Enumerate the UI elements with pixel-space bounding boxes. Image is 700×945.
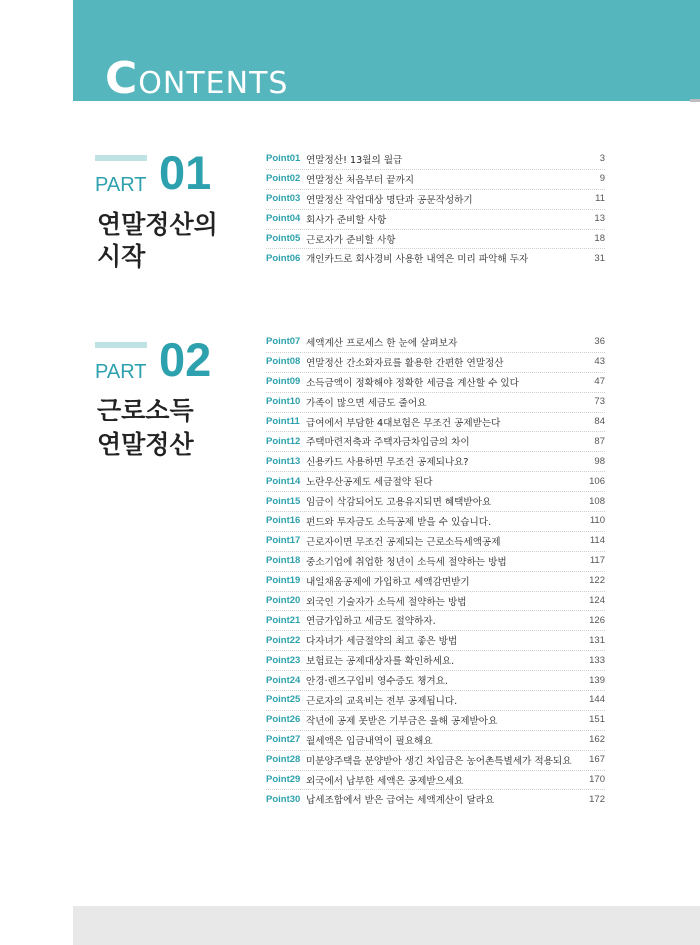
toc-entry[interactable] — [266, 789, 605, 809]
toc-entry-title: 안경·렌즈구입비 영수증도 챙겨요. — [306, 676, 448, 688]
toc-separator — [266, 750, 605, 751]
toc-entry[interactable] — [266, 610, 605, 630]
toc-page-number: 133 — [589, 654, 605, 666]
toc-entry[interactable] — [266, 431, 605, 451]
toc-page-number: 108 — [589, 495, 605, 507]
toc-page-number: 144 — [589, 694, 605, 706]
toc-separator — [266, 610, 605, 611]
toc-page-number: 126 — [589, 614, 605, 626]
toc-point-label: Point19 — [266, 575, 301, 587]
part-title-line: 근로소득 — [97, 396, 194, 425]
part-title — [97, 394, 194, 462]
part-label: PART — [95, 174, 147, 196]
toc-entry-title: 가족이 많으면 세금도 줄어요 — [306, 397, 427, 409]
toc-separator — [266, 209, 605, 210]
toc-page-number: 110 — [589, 515, 605, 527]
toc-separator — [266, 451, 605, 452]
toc-point-label: Point03 — [266, 193, 301, 205]
toc-separator — [266, 412, 605, 413]
part-title — [97, 209, 218, 273]
part-title-line: 연말정산의 — [97, 210, 218, 239]
toc-entry-title: 근로자의 교육비는 전부 공제됩니다. — [306, 695, 458, 707]
toc-point-label: Point05 — [266, 233, 301, 244]
toc-entry[interactable] — [266, 209, 605, 229]
part-title-line: 시작 — [97, 242, 146, 271]
part-number: 02 — [159, 333, 212, 386]
toc-point-label: Point24 — [266, 674, 301, 686]
toc-entry-title: 펀드와 투자금도 소득공제 받을 수 있습니다. — [306, 516, 492, 528]
toc-separator — [266, 372, 605, 373]
toc-entry-title: 소득금액이 정확해야 정확한 세금을 계산할 수 있다 — [306, 377, 519, 389]
toc-entry-title: 내일채움공제에 가입하고 세액감면받기 — [306, 576, 470, 588]
toc-entry-title: 연말정산 간소화자료를 활용한 간편한 연말정산 — [306, 357, 504, 369]
toc-page-number: 47 — [594, 376, 605, 388]
toc-point-label: Point30 — [266, 793, 301, 805]
toc-point-label: Point04 — [266, 213, 301, 225]
toc-entry-title: 연말정산! 13월의 월급 — [306, 154, 403, 166]
left-margin — [0, 0, 73, 945]
toc-page-number: 167 — [589, 754, 605, 766]
toc-page-number: 3 — [599, 153, 605, 165]
toc-page-number: 18 — [594, 233, 605, 244]
toc-separator — [266, 189, 605, 190]
toc-page-number: 11 — [595, 193, 605, 205]
toc-point-label: Point11 — [266, 416, 300, 427]
toc-separator — [266, 591, 605, 592]
toc-separator — [266, 169, 605, 170]
toc-point-label: Point12 — [266, 435, 301, 447]
part-label: PART — [95, 361, 147, 383]
toc-page-number: 117 — [589, 555, 605, 567]
toc-page-number: 84 — [594, 416, 605, 427]
toc-page-number: 124 — [589, 595, 605, 607]
toc-separator — [266, 650, 605, 651]
toc-entry-title: 주택마련저축과 주택자금차입금의 차이 — [306, 437, 470, 449]
toc-separator — [266, 352, 605, 353]
toc-separator — [266, 471, 605, 472]
part-accent-bar — [95, 155, 147, 161]
toc-page-number: 106 — [589, 475, 605, 487]
toc-page-number: 139 — [589, 674, 605, 686]
part-02-toc — [266, 332, 605, 809]
page-title — [105, 53, 289, 104]
toc-entry[interactable] — [266, 710, 605, 730]
toc-point-label: Point27 — [266, 734, 301, 746]
toc-point-label: Point22 — [266, 634, 301, 646]
toc-entry[interactable] — [266, 189, 605, 209]
toc-entry[interactable] — [266, 412, 605, 432]
toc-entry-title: 작년에 공제 못받은 기부금은 올해 공제받아요 — [306, 715, 498, 727]
toc-point-label: Point20 — [266, 595, 301, 607]
toc-separator — [266, 690, 605, 691]
toc-entry-title: 연금가입하고 세금도 절약하자. — [306, 616, 436, 628]
toc-point-label: Point25 — [266, 694, 301, 706]
toc-separator — [266, 710, 605, 711]
toc-entry[interactable] — [266, 149, 605, 169]
part-title-line: 연말정산 — [97, 430, 194, 459]
toc-entry[interactable] — [266, 551, 605, 571]
toc-point-label: Point09 — [266, 376, 301, 388]
toc-page-number: 170 — [589, 774, 605, 786]
toc-page-number: 13 — [594, 213, 605, 225]
toc-entry-title: 연말정산 작업대상 명단과 공문작성하기 — [306, 194, 473, 206]
toc-page-number: 43 — [594, 356, 605, 368]
toc-page-number: 172 — [589, 793, 605, 805]
toc-point-label: Point16 — [266, 515, 301, 527]
toc-separator — [266, 511, 605, 512]
toc-separator — [266, 229, 605, 230]
toc-point-label: Point13 — [266, 455, 301, 467]
toc-entry[interactable] — [266, 372, 605, 392]
toc-entry-title: 연말정산 처음부터 끝까지 — [306, 174, 415, 186]
toc-point-label: Point07 — [266, 336, 301, 348]
toc-entry-title: 외국에서 납부한 세액은 공제받으세요 — [306, 775, 464, 787]
part-number: 01 — [159, 146, 212, 199]
toc-separator — [266, 551, 605, 552]
part-accent-bar — [95, 342, 147, 348]
toc-separator — [266, 431, 605, 432]
toc-page-number: 122 — [589, 575, 605, 587]
toc-entry-title: 세액계산 프로세스 한 눈에 살펴보자 — [306, 337, 458, 349]
part-01-toc — [266, 149, 605, 268]
toc-entry[interactable] — [266, 392, 605, 412]
toc-page-number: 162 — [589, 734, 605, 746]
toc-entry-title: 노란우산공제도 세금절약 된다 — [306, 477, 433, 489]
toc-entry[interactable] — [266, 670, 605, 690]
toc-entry-title: 근로자가 준비할 사항 — [306, 234, 396, 246]
toc-entry-title: 임금이 삭감되어도 고용유지되면 혜택받아요 — [306, 497, 492, 509]
toc-entry-title: 외국인 기술자가 소득세 절약하는 방법 — [306, 596, 467, 608]
toc-page-number: 114 — [589, 535, 605, 547]
toc-entry[interactable] — [266, 770, 605, 790]
toc-entry[interactable] — [266, 650, 605, 670]
toc-point-label: Point18 — [266, 555, 301, 567]
toc-entry[interactable] — [266, 229, 605, 249]
toc-separator — [266, 571, 605, 572]
footer-band — [73, 906, 700, 945]
toc-separator — [266, 248, 605, 249]
toc-point-label: Point14 — [266, 475, 301, 487]
toc-point-label: Point01 — [266, 153, 301, 165]
toc-point-label: Point28 — [266, 754, 301, 766]
toc-entry-title: 미분양주택을 분양받아 생긴 차입금은 농어촌특별세가 적용되요 — [306, 755, 572, 767]
toc-separator — [266, 770, 605, 771]
toc-point-label: Point15 — [266, 495, 301, 507]
toc-entry[interactable] — [266, 491, 605, 511]
toc-point-label: Point23 — [266, 654, 301, 666]
toc-entry-title: 다자녀가 세금절약의 최고 좋은 방법 — [306, 636, 458, 648]
toc-separator — [266, 789, 605, 790]
toc-entry[interactable] — [266, 591, 605, 611]
toc-entry[interactable] — [266, 332, 605, 352]
toc-entry-title: 급여에서 부담한 4대보험은 무조건 공제받는다 — [306, 417, 501, 429]
toc-entry[interactable] — [266, 730, 605, 750]
toc-entry-title: 회사가 준비할 사항 — [306, 214, 387, 226]
toc-point-label: Point17 — [266, 535, 301, 547]
toc-entry[interactable] — [266, 352, 605, 372]
page-title-rest: ONTENTS — [138, 66, 289, 101]
toc-separator — [266, 630, 605, 631]
toc-entry-title: 보험료는 공제대상자를 확인하세요. — [306, 656, 455, 668]
toc-separator — [266, 531, 605, 532]
toc-page-number: 73 — [594, 396, 605, 408]
toc-separator — [266, 730, 605, 731]
toc-entry[interactable] — [266, 690, 605, 710]
toc-point-label: Point10 — [266, 396, 301, 408]
toc-entry[interactable] — [266, 571, 605, 591]
toc-page-number: 131 — [589, 634, 605, 646]
toc-entry-title: 근로자이면 무조건 공제되는 근로소득세액공제 — [306, 536, 501, 548]
toc-entry-title: 월세액은 입금내역이 필요해요 — [306, 735, 433, 747]
toc-page-number: 9 — [599, 173, 605, 185]
toc-page-number: 151 — [589, 714, 605, 726]
toc-entry[interactable] — [266, 531, 605, 551]
toc-entry[interactable] — [266, 511, 605, 531]
toc-separator — [266, 491, 605, 492]
page-title-initial: C — [105, 53, 139, 104]
toc-entry-title: 개인카드로 회사경비 사용한 내역은 미리 파악해 두자 — [306, 254, 529, 266]
toc-point-label: Point26 — [266, 714, 301, 726]
toc-entry[interactable] — [266, 451, 605, 471]
toc-entry-title: 납세조합에서 받은 급여는 세액계산이 달라요 — [306, 795, 495, 807]
toc-entry[interactable] — [266, 750, 605, 770]
toc-entry-title: 신용카드 사용하면 무조건 공제되나요? — [306, 457, 469, 469]
toc-point-label: Point21 — [266, 614, 301, 626]
edge-mark — [690, 99, 700, 102]
toc-point-label: Point06 — [266, 252, 301, 264]
toc-entry-title: 중소기업에 취업한 청년이 소득세 절약하는 방법 — [306, 556, 507, 568]
toc-point-label: Point29 — [266, 774, 301, 786]
toc-page-number: 87 — [594, 435, 605, 447]
toc-entry[interactable] — [266, 471, 605, 491]
toc-entry[interactable] — [266, 169, 605, 189]
toc-entry[interactable] — [266, 630, 605, 650]
toc-point-label: Point08 — [266, 356, 301, 368]
toc-page-number: 98 — [594, 455, 605, 467]
toc-entry[interactable] — [266, 248, 605, 268]
toc-point-label: Point02 — [266, 173, 301, 185]
toc-page-number: 31 — [594, 252, 605, 264]
toc-page-number: 36 — [594, 336, 605, 348]
toc-separator — [266, 392, 605, 393]
toc-separator — [266, 670, 605, 671]
